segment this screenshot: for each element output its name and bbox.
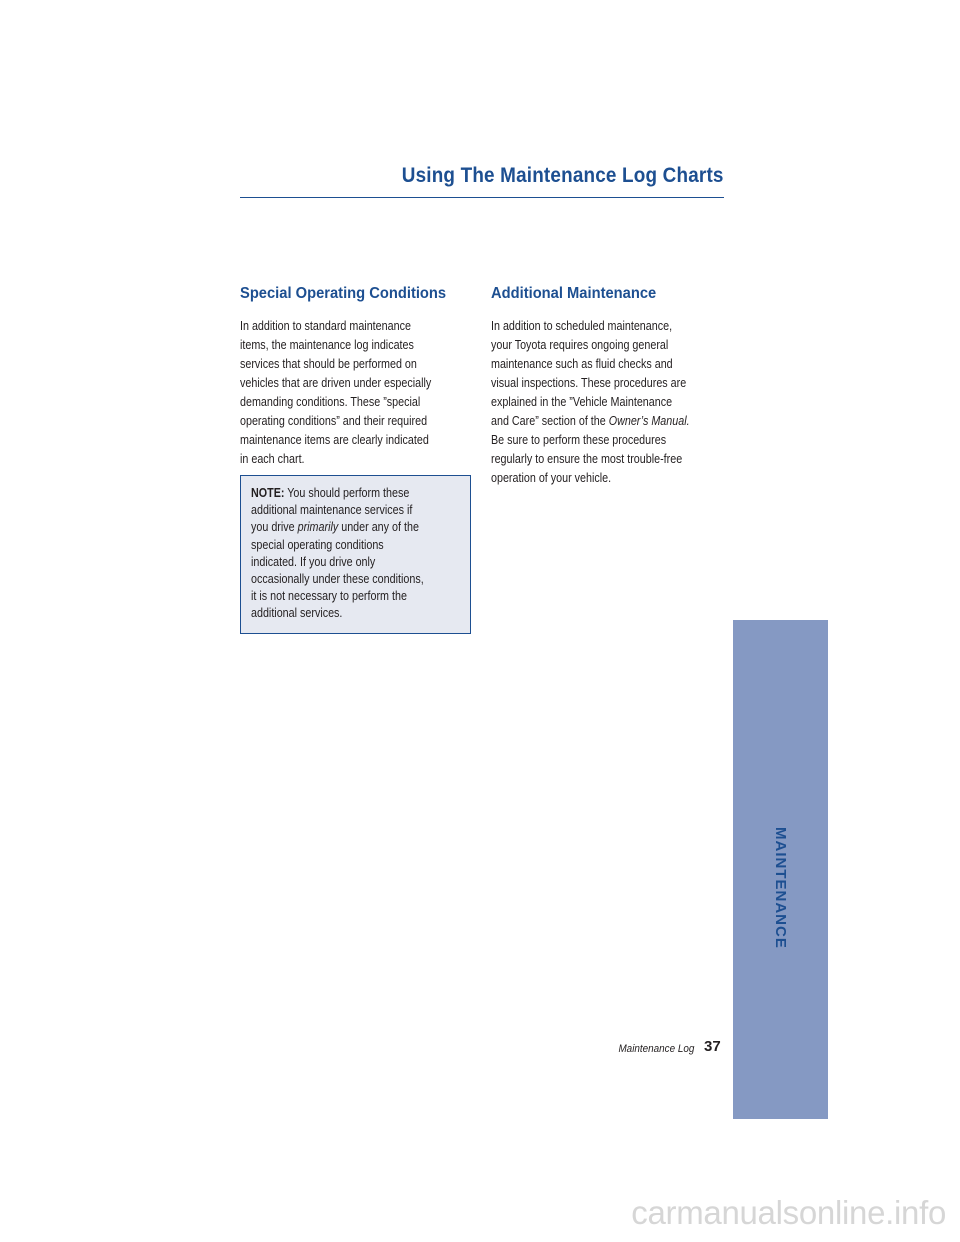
note-label: NOTE:	[251, 486, 285, 500]
paragraph-line: in each chart.	[240, 452, 305, 466]
paragraph-line: services that should be performed on	[240, 357, 417, 371]
footer-label: Maintenance Log	[618, 1043, 694, 1055]
paragraph-line: In addition to scheduled maintenance,	[491, 319, 673, 333]
watermark: carmanualsonline.info	[631, 1194, 946, 1231]
manual-title: Owner’s Manual.	[608, 414, 690, 428]
paragraph-line: explained in the ”Vehicle Maintenance	[491, 395, 673, 409]
note-line	[251, 519, 431, 536]
paragraph-line: maintenance items are clearly indicated	[240, 433, 429, 447]
paragraph-line	[491, 412, 691, 431]
note-line: additional maintenance services if	[251, 503, 413, 518]
paragraph-line: Be sure to perform these procedures	[491, 433, 667, 447]
note-line: additional services.	[251, 606, 343, 621]
additional-maintenance-section	[491, 284, 723, 488]
note-line: special operating conditions	[251, 537, 384, 552]
page-title: Using The Maintenance Log Charts	[402, 164, 724, 187]
note-line	[251, 485, 431, 502]
note-line: it is not necessary to perform the	[251, 589, 407, 604]
paragraph-line: maintenance such as fluid checks and	[491, 357, 673, 371]
special-conditions-heading: Special Operating Conditions	[240, 285, 447, 302]
note-text: You should perform these	[284, 486, 410, 500]
note-box	[240, 475, 471, 634]
paragraph-line: visual inspections. These procedures are	[491, 376, 687, 390]
note-line: indicated. If you drive only	[251, 554, 376, 569]
paragraph-line: vehicles that are driven under especially	[240, 376, 432, 390]
note-emphasis: primarily	[297, 520, 339, 535]
additional-maintenance-paragraph	[491, 317, 723, 488]
side-tab-label: MAINTENANCE	[772, 827, 789, 949]
paragraph-text: and Care” section of the	[491, 414, 609, 428]
special-conditions-section	[240, 284, 472, 469]
note-text: you drive	[251, 520, 298, 535]
paragraph-line: In addition to standard maintenance	[240, 319, 411, 333]
additional-maintenance-heading: Additional Maintenance	[491, 285, 657, 302]
paragraph-line: operating conditions” and their required	[240, 414, 428, 428]
page-number: 37	[704, 1038, 721, 1055]
title-divider	[240, 197, 724, 198]
special-conditions-paragraph	[240, 317, 472, 469]
paragraph-line: demanding conditions. These ”special	[240, 395, 421, 409]
paragraph-line: your Toyota requires ongoing general	[491, 338, 669, 352]
paragraph-line: regularly to ensure the most trouble-free	[491, 452, 683, 466]
note-line: occasionally under these conditions,	[251, 572, 424, 587]
note-text: under any of the	[338, 520, 419, 535]
paragraph-line: items, the maintenance log indicates	[240, 338, 414, 352]
section-side-tab	[733, 620, 828, 1119]
paragraph-line: operation of your vehicle.	[491, 471, 612, 485]
